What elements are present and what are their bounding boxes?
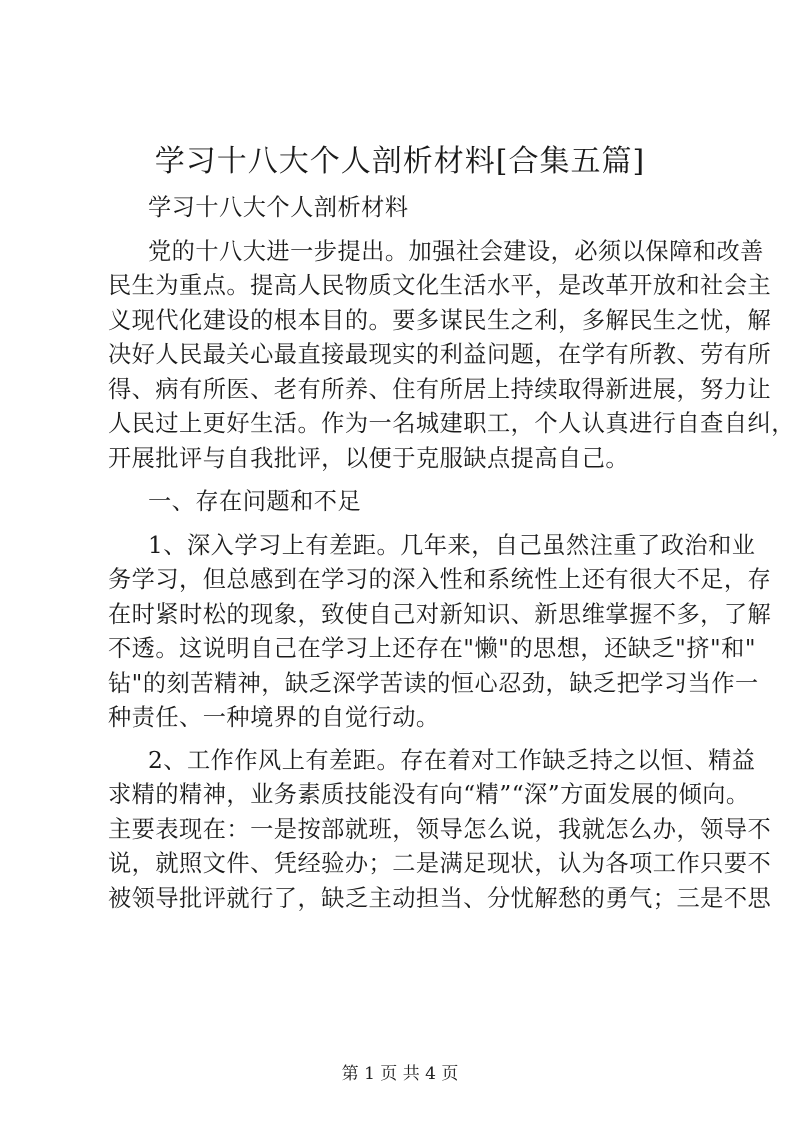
paragraph-line: 求精的精神，业务素质技能没有向“精”“深”方面发展的倾向。: [108, 781, 750, 808]
paragraph-line: 主要表现在：一是按部就班，领导怎么说，我就怎么办，领导不: [108, 816, 772, 843]
subtitle-line: 学习十八大个人剖析材料: [148, 194, 409, 221]
document-title: 学习十八大个人剖析材料[合集五篇]: [154, 144, 646, 179]
paragraph-line: 民生为重点。提高人民物质文化生活水平，是改革开放和社会主: [108, 272, 772, 299]
paragraph-line: 人民过上更好生活。作为一名城建职工，个人认真进行自查自纠，: [108, 410, 795, 437]
paragraph-line: 义现代化建设的根本目的。要多谋民生之利，多解民生之忧，解: [108, 307, 772, 334]
paragraph-line: 被领导批评就行了，缺乏主动担当、分忧解愁的勇气；三是不思: [108, 885, 772, 912]
paragraph-line: 2、工作作风上有差距。存在着对工作缺乏持之以恒、精益: [148, 747, 756, 774]
paragraph-line: 不透。这说明自己在学习上还存在"懒"的思想，还缺乏"挤"和": [108, 635, 757, 662]
paragraph-line: 开展批评与自我批评，以便于克服缺点提高自己。: [108, 445, 630, 472]
paragraph-line: 得、病有所医、老有所养、住有所居上持续取得新进展，努力让: [108, 376, 772, 403]
paragraph-line: 务学习，但总感到在学习的深入性和系统性上还有很大不足，存: [108, 566, 772, 593]
paragraph-line: 决好人民最关心最直接最现实的利益问题，在学有所教、劳有所: [108, 341, 772, 368]
paragraph-line: 说，就照文件、凭经验办；二是满足现状，认为各项工作只要不: [108, 850, 772, 877]
paragraph-line: 种责任、一种境界的自觉行动。: [108, 704, 440, 731]
section-heading: 一、存在问题和不足: [148, 488, 362, 515]
paragraph-line: 1、深入学习上有差距。几年来，自己虽然注重了政治和业: [148, 532, 756, 559]
page-footer: 第 1 页 共 4 页: [341, 1064, 459, 1084]
paragraph-line: 在时紧时松的现象，致使自己对新知识、新思维掌握不多，了解: [108, 601, 772, 628]
paragraph-line: 钻"的刻苦精神，缺乏深学苦读的恒心忍劲，缺乏把学习当作一: [108, 670, 759, 697]
paragraph-line: 党的十八大进一步提出。加强社会建设，必须以保障和改善: [148, 238, 764, 265]
